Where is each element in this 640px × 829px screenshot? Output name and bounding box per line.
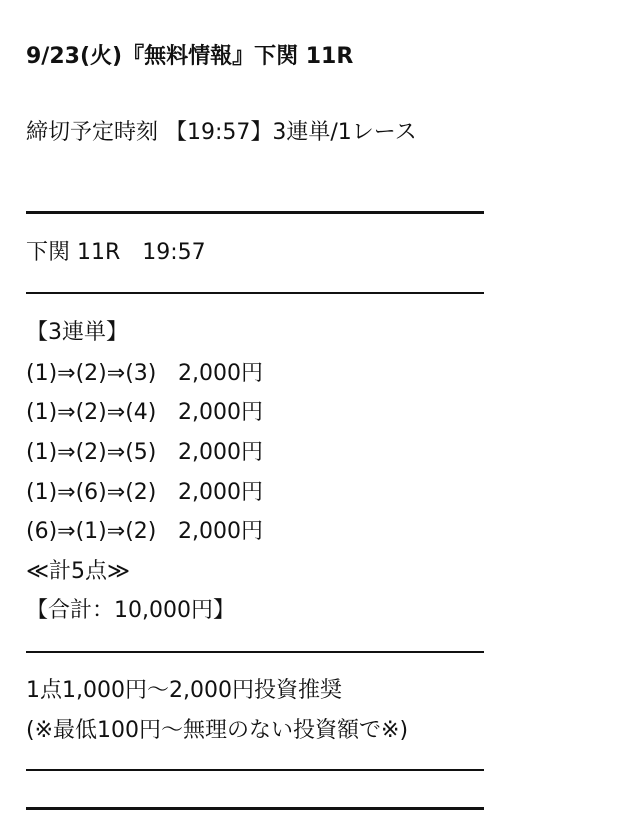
deadline-line: 締切予定時刻 【19:57】3連単/1レース	[26, 120, 417, 145]
bet-row	[26, 518, 263, 546]
bet-row	[26, 479, 263, 507]
points-total: ≪計5点≫	[26, 559, 131, 584]
divider	[26, 769, 484, 771]
bet-combo: (1)⇒(2)⇒(4)	[26, 400, 157, 425]
bet-amount: 2,000円	[178, 480, 263, 505]
divider	[26, 292, 484, 294]
bet-amount: 2,000円	[178, 361, 263, 386]
race-line: 下関 11R 19:57	[26, 240, 206, 265]
bet-amount: 2,000円	[178, 519, 263, 544]
divider	[26, 651, 484, 653]
bet-amount: 2,000円	[178, 400, 263, 425]
bet-row	[26, 399, 263, 427]
bet-combo: (1)⇒(6)⇒(2)	[26, 480, 157, 505]
amount-total: 【合計：10,000円】	[26, 598, 235, 623]
bet-combo: (6)⇒(1)⇒(2)	[26, 519, 157, 544]
divider	[26, 807, 484, 810]
divider	[26, 211, 484, 214]
recommendation: 1点1,000円〜2,000円投資推奨	[26, 678, 342, 703]
bet-combo: (1)⇒(2)⇒(3)	[26, 361, 157, 386]
bet-amount: 2,000円	[178, 440, 263, 465]
note: (※最低100円〜無理のない投資額で※)	[26, 718, 409, 743]
bet-row	[26, 439, 263, 467]
bet-type-header: 【3連単】	[26, 320, 128, 345]
page-title: 9/23(火)『無料情報』下関 11R	[26, 44, 354, 69]
bet-row	[26, 360, 263, 388]
bet-combo: (1)⇒(2)⇒(5)	[26, 440, 157, 465]
